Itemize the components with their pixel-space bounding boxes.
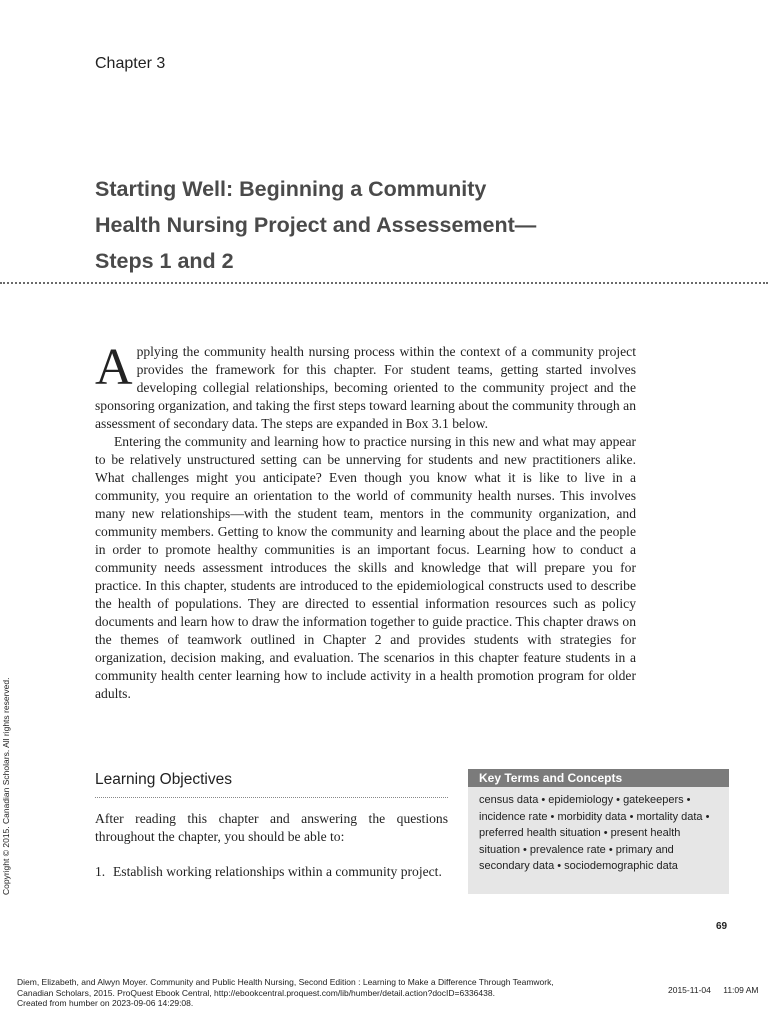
key-terms-box [468, 769, 729, 894]
intro-paragraph-text: pplying the community health nursing process within the context of a community project provides the framework for this chapter. For student teams, getting started involves developing collegial relationships, becoming oriented to the community project and the sponsoring organization, and taking the first steps toward learning about the community through an assessment of secondary data. The steps are expanded in Box 3.1 below. [95, 344, 636, 431]
dotted-divider [95, 797, 448, 798]
learning-objectives-heading: Learning Objectives [95, 771, 232, 788]
citation-footer [17, 977, 627, 1009]
footer-line: Created from humber on 2023-09-06 14:29:08. [17, 998, 194, 1008]
learning-objectives-list [95, 863, 448, 881]
footer-time: 11:09 AM [723, 985, 759, 995]
list-item-number: 1. [95, 864, 106, 879]
chapter-title-line: Steps 1 and 2 [95, 249, 234, 273]
list-item [95, 863, 448, 881]
footer-date: 2015-11-04 [668, 985, 711, 995]
intro-paragraph [95, 339, 636, 433]
footer-line: Canadian Scholars, 2015. ProQuest Ebook Central, http://ebookcentral.proquest.com/lib/humber/detail.action?docID=6336438. [17, 987, 495, 998]
list-item-text: Establish working relationships within a community project. [113, 864, 442, 879]
chapter-title [95, 171, 675, 279]
chapter-title-line: Starting Well: Beginning a Community [95, 177, 487, 201]
body-paragraph: Entering the community and learning how to practice nursing in this new and what may appear to be relatively unstructured setting can be unnerving for students and new practitioners alike. What challenges might you anticipate? Even though you know what it is like to live in a community, you require an orientation to the world of community health nurses. This involves many new relationships—with the student team, mentors in the community organization, and community members. Getting to know the community and learning about the place and the people in order to promote healthy communities is an important focus. Learning how to conduct a community needs assessment introduces the skills and knowledge that will prepare you for practice. In this chapter, students are introduced to the epidemiological constructs used to describe the health of populations. They are directed to essential information resources such as policy documents and learn how to draw the information together to guide practice. This chapter draws on the themes of teamwork outlined in Chapter 2 and provides students with strategies for organization, decision making, and evaluation. The scenarios in this chapter feature students in a community health center learning how to include activity in a health promotion program for older adults. [95, 434, 636, 701]
drop-cap: A [95, 339, 133, 396]
key-terms-list: census data • epidemiology • gatekeepers • incidence rate • morbidity data • mortality data • preferred health situation • present health situation • prevalence rate • primary and secondary data • sociodemographic data [479, 794, 710, 872]
key-terms-heading: Key Terms and Concepts [468, 769, 729, 787]
footer-timestamp [668, 985, 759, 995]
chapter-intro-text [95, 339, 636, 703]
dotted-divider [0, 282, 768, 284]
page-number: 69 [716, 921, 728, 932]
copyright-notice: Copyright © 2015. Canadian Scholars. All rights reserved. [1, 677, 11, 895]
footer-line: Diem, Elizabeth, and Alwyn Moyer. Community and Public Health Nursing, Second Edition : Learning to Make a Difference Through Teamwork, [17, 977, 554, 987]
learning-objectives-intro: After reading this chapter and answering the questions throughout the chapter, you should be able to: [95, 811, 448, 844]
chapter-title-line: Health Nursing Project and Assessement— [95, 213, 537, 237]
chapter-label: Chapter 3 [95, 55, 166, 72]
